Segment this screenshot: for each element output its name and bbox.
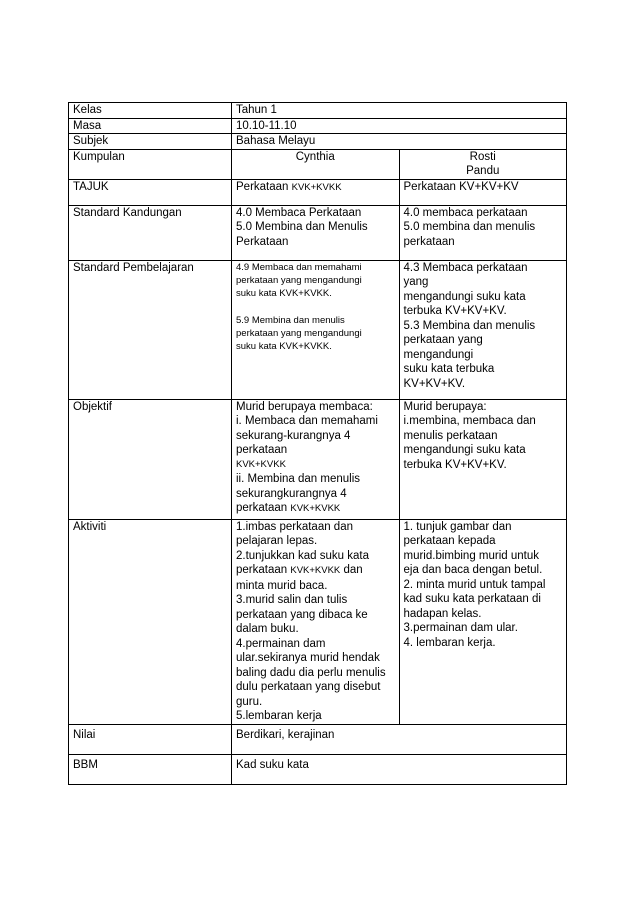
row-value: 10.10-11.10 bbox=[232, 118, 567, 134]
cell-line: Perkataan bbox=[236, 235, 289, 248]
cell-line: mengandungi suku kata bbox=[403, 290, 526, 303]
objective-cell-1 bbox=[232, 399, 400, 519]
table-row bbox=[69, 134, 567, 150]
objective-cell-2 bbox=[399, 399, 567, 519]
cell-line: 2. minta murid untuk tampal bbox=[403, 578, 546, 591]
cell-line: pelajaran lepas. bbox=[236, 535, 318, 547]
cell-line: hadapan kelas. bbox=[403, 607, 482, 620]
cell-text: KVK+KVKK bbox=[291, 181, 342, 193]
cell-line: baling dadu dia perlu menulis bbox=[236, 666, 386, 679]
learning-standard-1 bbox=[232, 260, 400, 399]
content-standard-2 bbox=[399, 205, 567, 260]
cell-line: perkataan yang dibaca ke bbox=[236, 608, 368, 621]
cell-line: KV+KV+KV. bbox=[403, 377, 466, 390]
cell-line: minta murid baca. bbox=[236, 579, 328, 592]
cell-line: 3.murid salin dan tulis bbox=[236, 594, 348, 606]
table-row bbox=[69, 519, 567, 724]
cell-line: 4.9 Membaca dan memahami bbox=[236, 261, 362, 273]
cell-line: Rosti bbox=[469, 150, 496, 163]
cell-line: ii. Membina dan menulis bbox=[236, 473, 361, 485]
cell-line: terbuka KV+KV+KV. bbox=[403, 305, 507, 317]
row-label: Standard Kandungan bbox=[69, 205, 232, 260]
cell-line: suku kata terbuka bbox=[403, 363, 495, 375]
table-row bbox=[69, 724, 567, 754]
row-label: Kumpulan bbox=[69, 149, 232, 179]
row-label: BBM bbox=[69, 754, 232, 784]
table-row bbox=[69, 205, 567, 260]
table-row bbox=[69, 399, 567, 519]
table-row bbox=[69, 260, 567, 399]
cell-line bbox=[236, 563, 395, 579]
cell-line: 4. lembaran kerja. bbox=[403, 636, 496, 649]
table-row bbox=[69, 149, 567, 179]
cell-line: perkataan kepada bbox=[403, 535, 496, 547]
cell-line: ular.sekiranya murid hendak bbox=[236, 652, 380, 664]
cell-text: dan bbox=[340, 564, 363, 576]
cell-line: sekurangkurangnya 4 bbox=[236, 487, 347, 500]
cell-line: perkataan bbox=[403, 235, 455, 248]
cell-line: menulis perkataan bbox=[403, 429, 498, 442]
cell-line: 1. tunjuk gambar dan bbox=[403, 520, 512, 533]
cell-line: 3.permainan dam ular. bbox=[403, 622, 518, 634]
learning-standard-2 bbox=[399, 260, 567, 399]
cell-line: 5.3 Membina dan menulis bbox=[403, 319, 536, 332]
cell-text: KVK+KVKK bbox=[290, 565, 341, 576]
cell-line: Pandu bbox=[466, 165, 500, 177]
cell-line: guru. bbox=[236, 695, 263, 708]
cell-line: murid.bimbing murid untuk bbox=[403, 549, 540, 562]
cell-line: terbuka KV+KV+KV. bbox=[403, 458, 507, 471]
cell-line: 1.imbas perkataan dan bbox=[236, 520, 353, 533]
topic-cell-1 bbox=[232, 179, 400, 205]
cell-line: 4.permainan dam bbox=[236, 637, 326, 650]
cell-line: perkataan bbox=[236, 444, 288, 456]
row-value: Bahasa Melayu bbox=[232, 134, 567, 150]
row-label: Aktiviti bbox=[69, 519, 232, 724]
cell-line: 4.0 Membaca Perkataan bbox=[236, 206, 362, 219]
cell-line: i. Membaca dan memahami bbox=[236, 415, 378, 427]
cell-line: sekurang-kurangnya 4 bbox=[236, 429, 351, 442]
cell-text: perkataan bbox=[236, 564, 291, 576]
group-name-1: Cynthia bbox=[232, 149, 400, 179]
table-row bbox=[69, 103, 567, 119]
cell-line: 4.3 Membaca perkataan bbox=[403, 261, 528, 274]
cell-line: 5.0 membina dan menulis bbox=[403, 221, 536, 233]
cell-line: perkataan yang bbox=[403, 334, 483, 346]
table-row bbox=[69, 179, 567, 205]
cell-line: mengandungi bbox=[403, 348, 474, 361]
cell-text: KVK+KVKK bbox=[290, 503, 341, 514]
topic-cell-2: Perkataan KV+KV+KV bbox=[399, 179, 567, 205]
row-label: TAJUK bbox=[69, 179, 232, 205]
cell-line: dalam buku. bbox=[236, 623, 299, 635]
cell-text: Perkataan bbox=[236, 180, 292, 193]
row-value: Kad suku kata bbox=[232, 754, 567, 784]
table-row bbox=[69, 754, 567, 784]
content-standard-1 bbox=[232, 205, 400, 260]
row-value: Berdikari, kerajinan bbox=[232, 724, 567, 754]
cell-line: 5.lembaran kerja bbox=[236, 710, 322, 722]
cell-line: KVK+KVKK bbox=[236, 458, 286, 470]
cell-line: kad suku kata perkataan di bbox=[403, 593, 541, 605]
group-name-2 bbox=[399, 149, 567, 179]
table-row bbox=[69, 118, 567, 134]
cell-line: 5.9 Membina dan menulis bbox=[236, 314, 345, 326]
spacer bbox=[236, 300, 395, 314]
cell-line: 2.tunjukkan kad suku kata bbox=[236, 549, 369, 562]
cell-line: perkataan yang mengandungi bbox=[236, 327, 362, 339]
activity-cell-1 bbox=[232, 519, 400, 724]
cell-line: 4.0 membaca perkataan bbox=[403, 206, 528, 219]
cell-line: eja dan baca dengan betul. bbox=[403, 564, 543, 576]
cell-line: mengandungi suku kata bbox=[403, 444, 526, 456]
cell-line: suku kata KVK+KVKK. bbox=[236, 287, 332, 299]
row-value: Tahun 1 bbox=[232, 103, 567, 119]
activity-cell-2 bbox=[399, 519, 567, 724]
row-label: Standard Pembelajaran bbox=[69, 260, 232, 399]
cell-line: Murid berupaya: bbox=[403, 400, 487, 413]
cell-line: i.membina, membaca dan bbox=[403, 415, 536, 427]
row-label: Masa bbox=[69, 118, 232, 134]
row-label: Nilai bbox=[69, 724, 232, 754]
cell-line: 5.0 Membina dan Menulis bbox=[236, 221, 368, 233]
cell-line: perkataan yang mengandungi bbox=[236, 274, 362, 286]
cell-line: dulu perkataan yang disebut bbox=[236, 681, 381, 693]
cell-line: Murid berupaya membaca: bbox=[236, 400, 373, 413]
row-label: Objektif bbox=[69, 399, 232, 519]
row-label: Subjek bbox=[69, 134, 232, 150]
cell-line: yang bbox=[403, 276, 429, 288]
cell-line bbox=[236, 501, 395, 517]
row-label: Kelas bbox=[69, 103, 232, 119]
cell-line: suku kata KVK+KVKK. bbox=[236, 340, 332, 352]
lesson-plan-table bbox=[68, 102, 567, 785]
cell-text: perkataan bbox=[236, 502, 291, 514]
